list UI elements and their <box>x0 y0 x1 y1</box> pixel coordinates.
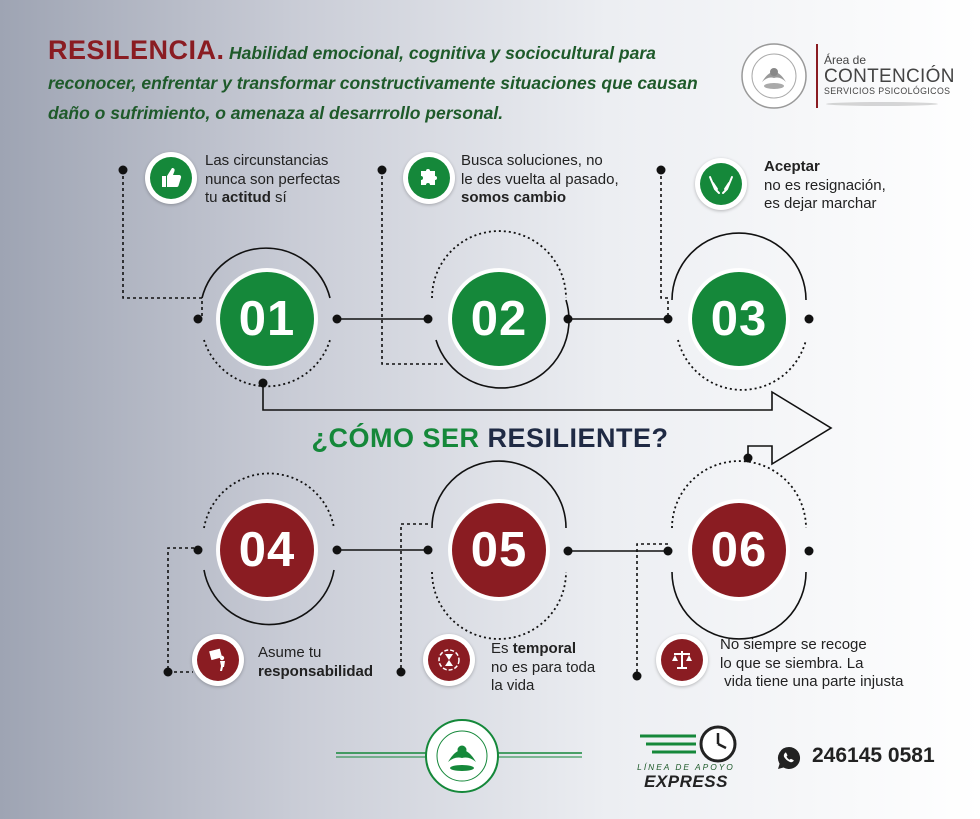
question-heading: ¿CÓMO SER RESILIENTE? <box>311 423 669 453</box>
puzzle-icon <box>408 157 450 199</box>
carrying-person-icon <box>197 639 239 681</box>
page-title: RESILENCIA. <box>48 35 225 65</box>
step-3-text: Aceptar no es resignación, es dejar marchar <box>764 158 886 212</box>
whatsapp-icon <box>776 745 802 771</box>
step-3-icon <box>695 158 747 210</box>
step-5-icon <box>423 634 475 686</box>
step-5-text: Es temporal no es para toda la vida <box>491 640 596 694</box>
scales-icon <box>661 639 703 681</box>
step-number-04: 04 <box>220 503 314 597</box>
step-2-icon <box>403 152 455 204</box>
step-1-icon <box>145 152 197 204</box>
org-line-1: Área de <box>824 53 867 67</box>
step-number-05: 05 <box>452 503 546 597</box>
hourglass-icon <box>428 639 470 681</box>
express-line-logo: LÍNEA DE APOYO EXPRESS <box>637 762 735 791</box>
step-2-text: Busca soluciones, no le des vuelta al pasado, somos cambio <box>461 152 619 206</box>
step-4-text: Asume tu responsabilidad <box>258 644 374 680</box>
step-1-text: Las circunstancias nunca son perfectas tu actitud sí <box>205 152 341 206</box>
org-line-2: CONTENCIÓN <box>824 65 955 87</box>
org-line-3: SERVICIOS PSICOLÓGICOS <box>824 85 951 96</box>
step-number-06: 06 <box>692 503 786 597</box>
thumbs-up-icon <box>150 157 192 199</box>
step-4-icon <box>192 634 244 686</box>
step-6-text: No siempre se recoge lo que se siembra. La vida tiene una parte injusta <box>720 636 904 690</box>
tribunal-seal-footer-logo <box>424 718 500 794</box>
definition-text: Habilidad emocional, cognitiva y sociocultural para reconocer, enfrentar y transformar constructivamente situaciones que causan daño o sufrimiento, o amenaza al desarrrollo personal. <box>48 43 698 123</box>
step-6-icon <box>656 634 708 686</box>
step-number-02: 02 <box>452 272 546 366</box>
step-number-03: 03 <box>692 272 786 366</box>
step-number-01: 01 <box>220 272 314 366</box>
phone-number[interactable]: 246145 0581 <box>812 744 935 767</box>
open-hands-icon <box>700 163 742 205</box>
